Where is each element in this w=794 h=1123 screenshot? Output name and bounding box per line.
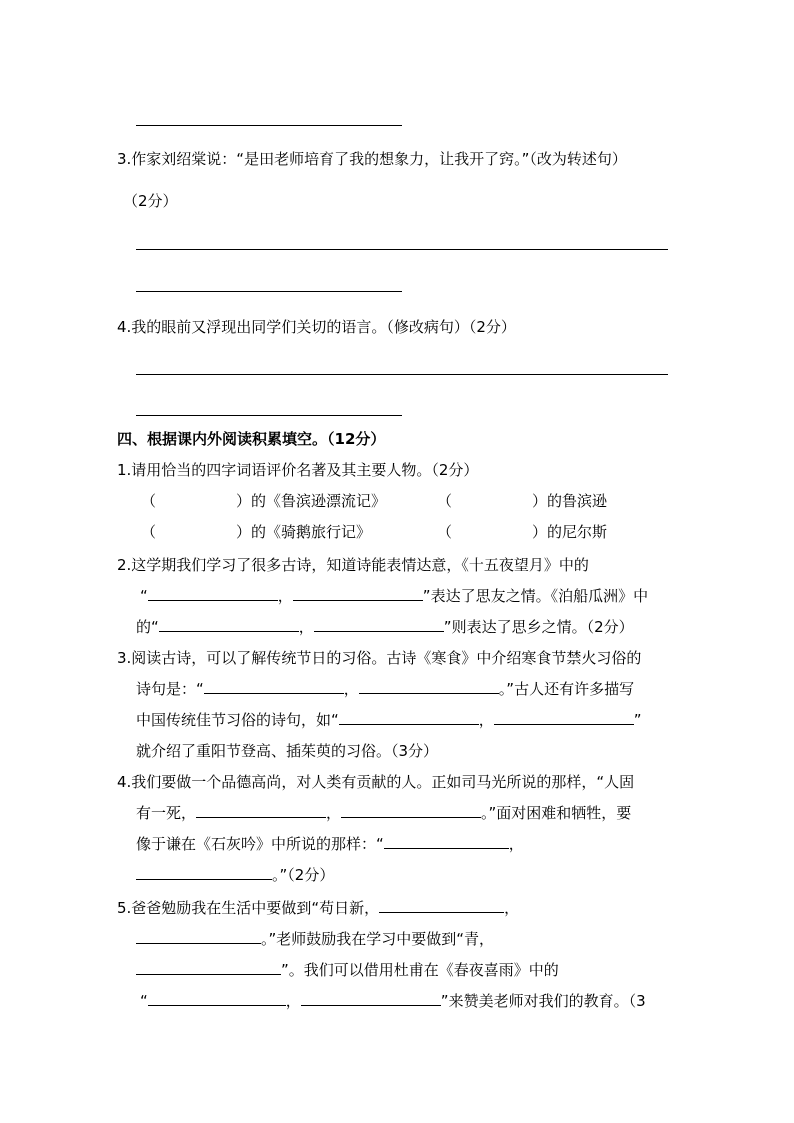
answer-blank[interactable] bbox=[359, 678, 499, 694]
answer-blank[interactable] bbox=[148, 585, 278, 601]
answer-blank[interactable] bbox=[494, 709, 634, 725]
q4-item5-line4: “ ， ”来赞美老师对我们的教育。（3 bbox=[140, 992, 646, 1010]
q4-item5-line2: 。”老师鼓励我在学习中要做到“青， bbox=[136, 928, 494, 950]
answer-blank[interactable] bbox=[314, 616, 444, 632]
q4-item2-line2: “ ， ”表达了思友之情。《泊船瓜洲》中 bbox=[140, 587, 649, 605]
q4-item3-line1: 3.阅读古诗，可以了解传统节日的习俗。古诗《寒食》中介绍寒食节禁火习俗的 bbox=[117, 649, 642, 667]
book-row-2: （ ）的《骑鹅旅行记》 bbox=[141, 523, 372, 541]
q4-item5-line1: 5.爸爸勉励我在生活中要做到“苟日新， ， bbox=[117, 899, 520, 917]
answer-blank[interactable] bbox=[159, 616, 299, 632]
book-row-1: （ ）的《鲁滨逊漂流记》 bbox=[141, 492, 387, 510]
answer-blank[interactable] bbox=[148, 990, 286, 1006]
section-heading: 四、根据课内外阅读积累填空。（12分） bbox=[117, 430, 386, 448]
q3-item4-text: 4.我的眼前又浮现出同学们关切的语言。（修改病句）（2分） bbox=[117, 318, 516, 336]
answer-blank[interactable] bbox=[301, 990, 441, 1006]
q4-item2-line3: 的“ ， ”则表达了思乡之情。（2分） bbox=[136, 618, 634, 636]
answer-blank[interactable] bbox=[379, 897, 504, 913]
q4-item3-line2: 诗句是：“ ， 。”古人还有许多描写 bbox=[136, 680, 635, 698]
book-row-1-char: （ ）的鲁滨逊 bbox=[437, 492, 608, 510]
answer-line[interactable] bbox=[136, 374, 668, 375]
q4-item3-line3: 中国传统佳节习俗的诗句，如“ ， ” bbox=[136, 711, 642, 729]
q3-item3-text: 3.作家刘绍棠说：“是田老师培育了我的想象力，让我开了窍。”（改为转述句） bbox=[117, 150, 627, 168]
answer-blank[interactable] bbox=[136, 959, 281, 975]
q4-item4-line3: 像于谦在《石灰吟》中所说的那样：“ ， bbox=[136, 835, 524, 853]
answer-blank[interactable] bbox=[204, 678, 344, 694]
q4-item5-line3: ”。我们可以借用杜甫在《春夜喜雨》中的 bbox=[136, 959, 559, 981]
q4-item4-line4: 。”（2分） bbox=[136, 864, 334, 886]
answer-blank[interactable] bbox=[341, 802, 481, 818]
answer-blank[interactable] bbox=[196, 802, 326, 818]
answer-line[interactable] bbox=[136, 415, 402, 416]
answer-line[interactable] bbox=[136, 249, 668, 250]
q4-item3-line4: 就介绍了重阳节登高、插茱萸的习俗。（3分） bbox=[136, 742, 439, 760]
answer-line[interactable] bbox=[136, 291, 402, 292]
answer-blank[interactable] bbox=[339, 709, 479, 725]
answer-blank[interactable] bbox=[384, 833, 509, 849]
q3-item3-points: （2分） bbox=[123, 192, 178, 210]
q4-item4-line1: 4.我们要做一个品德高尚，对人类有贡献的人。正如司马光所说的那样，“人固 bbox=[117, 773, 635, 791]
q4-item4-line2: 有一死， ， 。”面对困难和牺牲，要 bbox=[136, 804, 632, 822]
q4-item2-line1: 2.这学期我们学习了很多古诗，知道诗能表情达意，《十五夜望月》中的 bbox=[117, 556, 589, 574]
answer-blank[interactable] bbox=[136, 864, 272, 880]
book-row-2-char: （ ）的尼尔斯 bbox=[437, 523, 608, 541]
answer-blank[interactable] bbox=[293, 585, 423, 601]
answer-blank[interactable] bbox=[136, 928, 261, 944]
answer-line[interactable] bbox=[136, 125, 402, 126]
q4-item1-text: 1.请用恰当的四字词语评价名著及其主要人物。（2分） bbox=[117, 461, 479, 479]
